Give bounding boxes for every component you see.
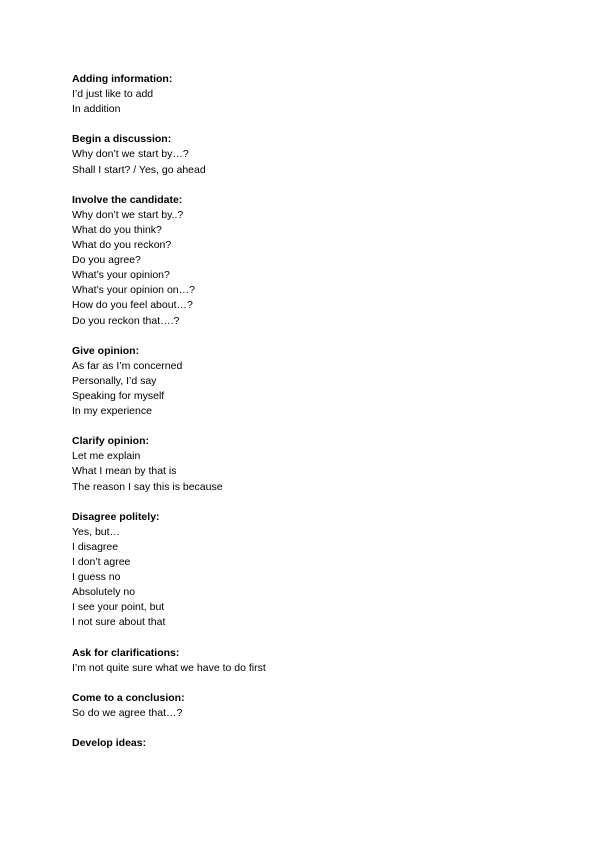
list-item: How do you feel about…? <box>72 299 193 312</box>
list-item: I’d just like to add <box>72 88 154 101</box>
section-heading: Develop ideas: <box>72 737 147 750</box>
section-heading: Clarify opinion: <box>72 435 149 448</box>
section-heading: Come to a conclusion: <box>72 691 185 704</box>
list-item: What I mean by that is <box>72 465 177 478</box>
list-item: Let me explain <box>72 450 141 463</box>
list-item: So do we agree that…? <box>72 706 183 719</box>
section-heading: Disagree politely: <box>72 510 160 523</box>
list-item: What do you think? <box>72 223 162 236</box>
section-develop-ideas <box>72 736 532 751</box>
list-item: Why don’t we start by…? <box>72 148 189 161</box>
list-item: I’m not quite sure what we have to do first <box>72 661 266 674</box>
section-begin-discussion <box>72 132 532 177</box>
section-heading: Give opinion: <box>72 344 140 357</box>
section-involve-candidate <box>72 193 532 329</box>
list-item: Personally, I’d say <box>72 374 157 387</box>
list-item: Do you agree? <box>72 254 141 267</box>
section-heading: Adding information: <box>72 73 173 85</box>
list-item: Do you reckon that….? <box>72 314 180 327</box>
list-item: What do you reckon? <box>72 239 172 252</box>
list-item: I disagree <box>72 540 119 553</box>
section-clarify-opinion <box>72 434 532 494</box>
section-ask-clarifications <box>72 646 532 676</box>
section-give-opinion <box>72 344 532 419</box>
list-item: I guess no <box>72 571 121 584</box>
section-disagree-politely <box>72 510 532 631</box>
list-item: The reason I say this is because <box>72 480 223 493</box>
section-adding-information <box>72 72 532 117</box>
list-item: What’s your opinion? <box>72 269 170 282</box>
list-item: What’s your opinion on…? <box>72 284 195 297</box>
list-item: As far as I’m concerned <box>72 359 183 372</box>
section-heading: Ask for clarifications: <box>72 646 180 659</box>
section-heading: Begin a discussion: <box>72 133 172 146</box>
list-item: Shall I start? / Yes, go ahead <box>72 163 206 176</box>
list-item: I see your point, but <box>72 601 165 614</box>
section-come-to-conclusion <box>72 691 532 721</box>
list-item: Why don’t we start by..? <box>72 208 184 221</box>
list-item: In my experience <box>72 405 152 418</box>
list-item: Speaking for myself <box>72 389 165 402</box>
list-item: I don’t agree <box>72 556 131 568</box>
list-item: In addition <box>72 103 121 116</box>
document-content <box>72 72 532 766</box>
list-item: I not sure about that <box>72 616 166 629</box>
list-item: Absolutely no <box>72 586 136 599</box>
list-item: Yes, but… <box>72 525 121 538</box>
section-heading: Involve the candidate: <box>72 193 183 206</box>
